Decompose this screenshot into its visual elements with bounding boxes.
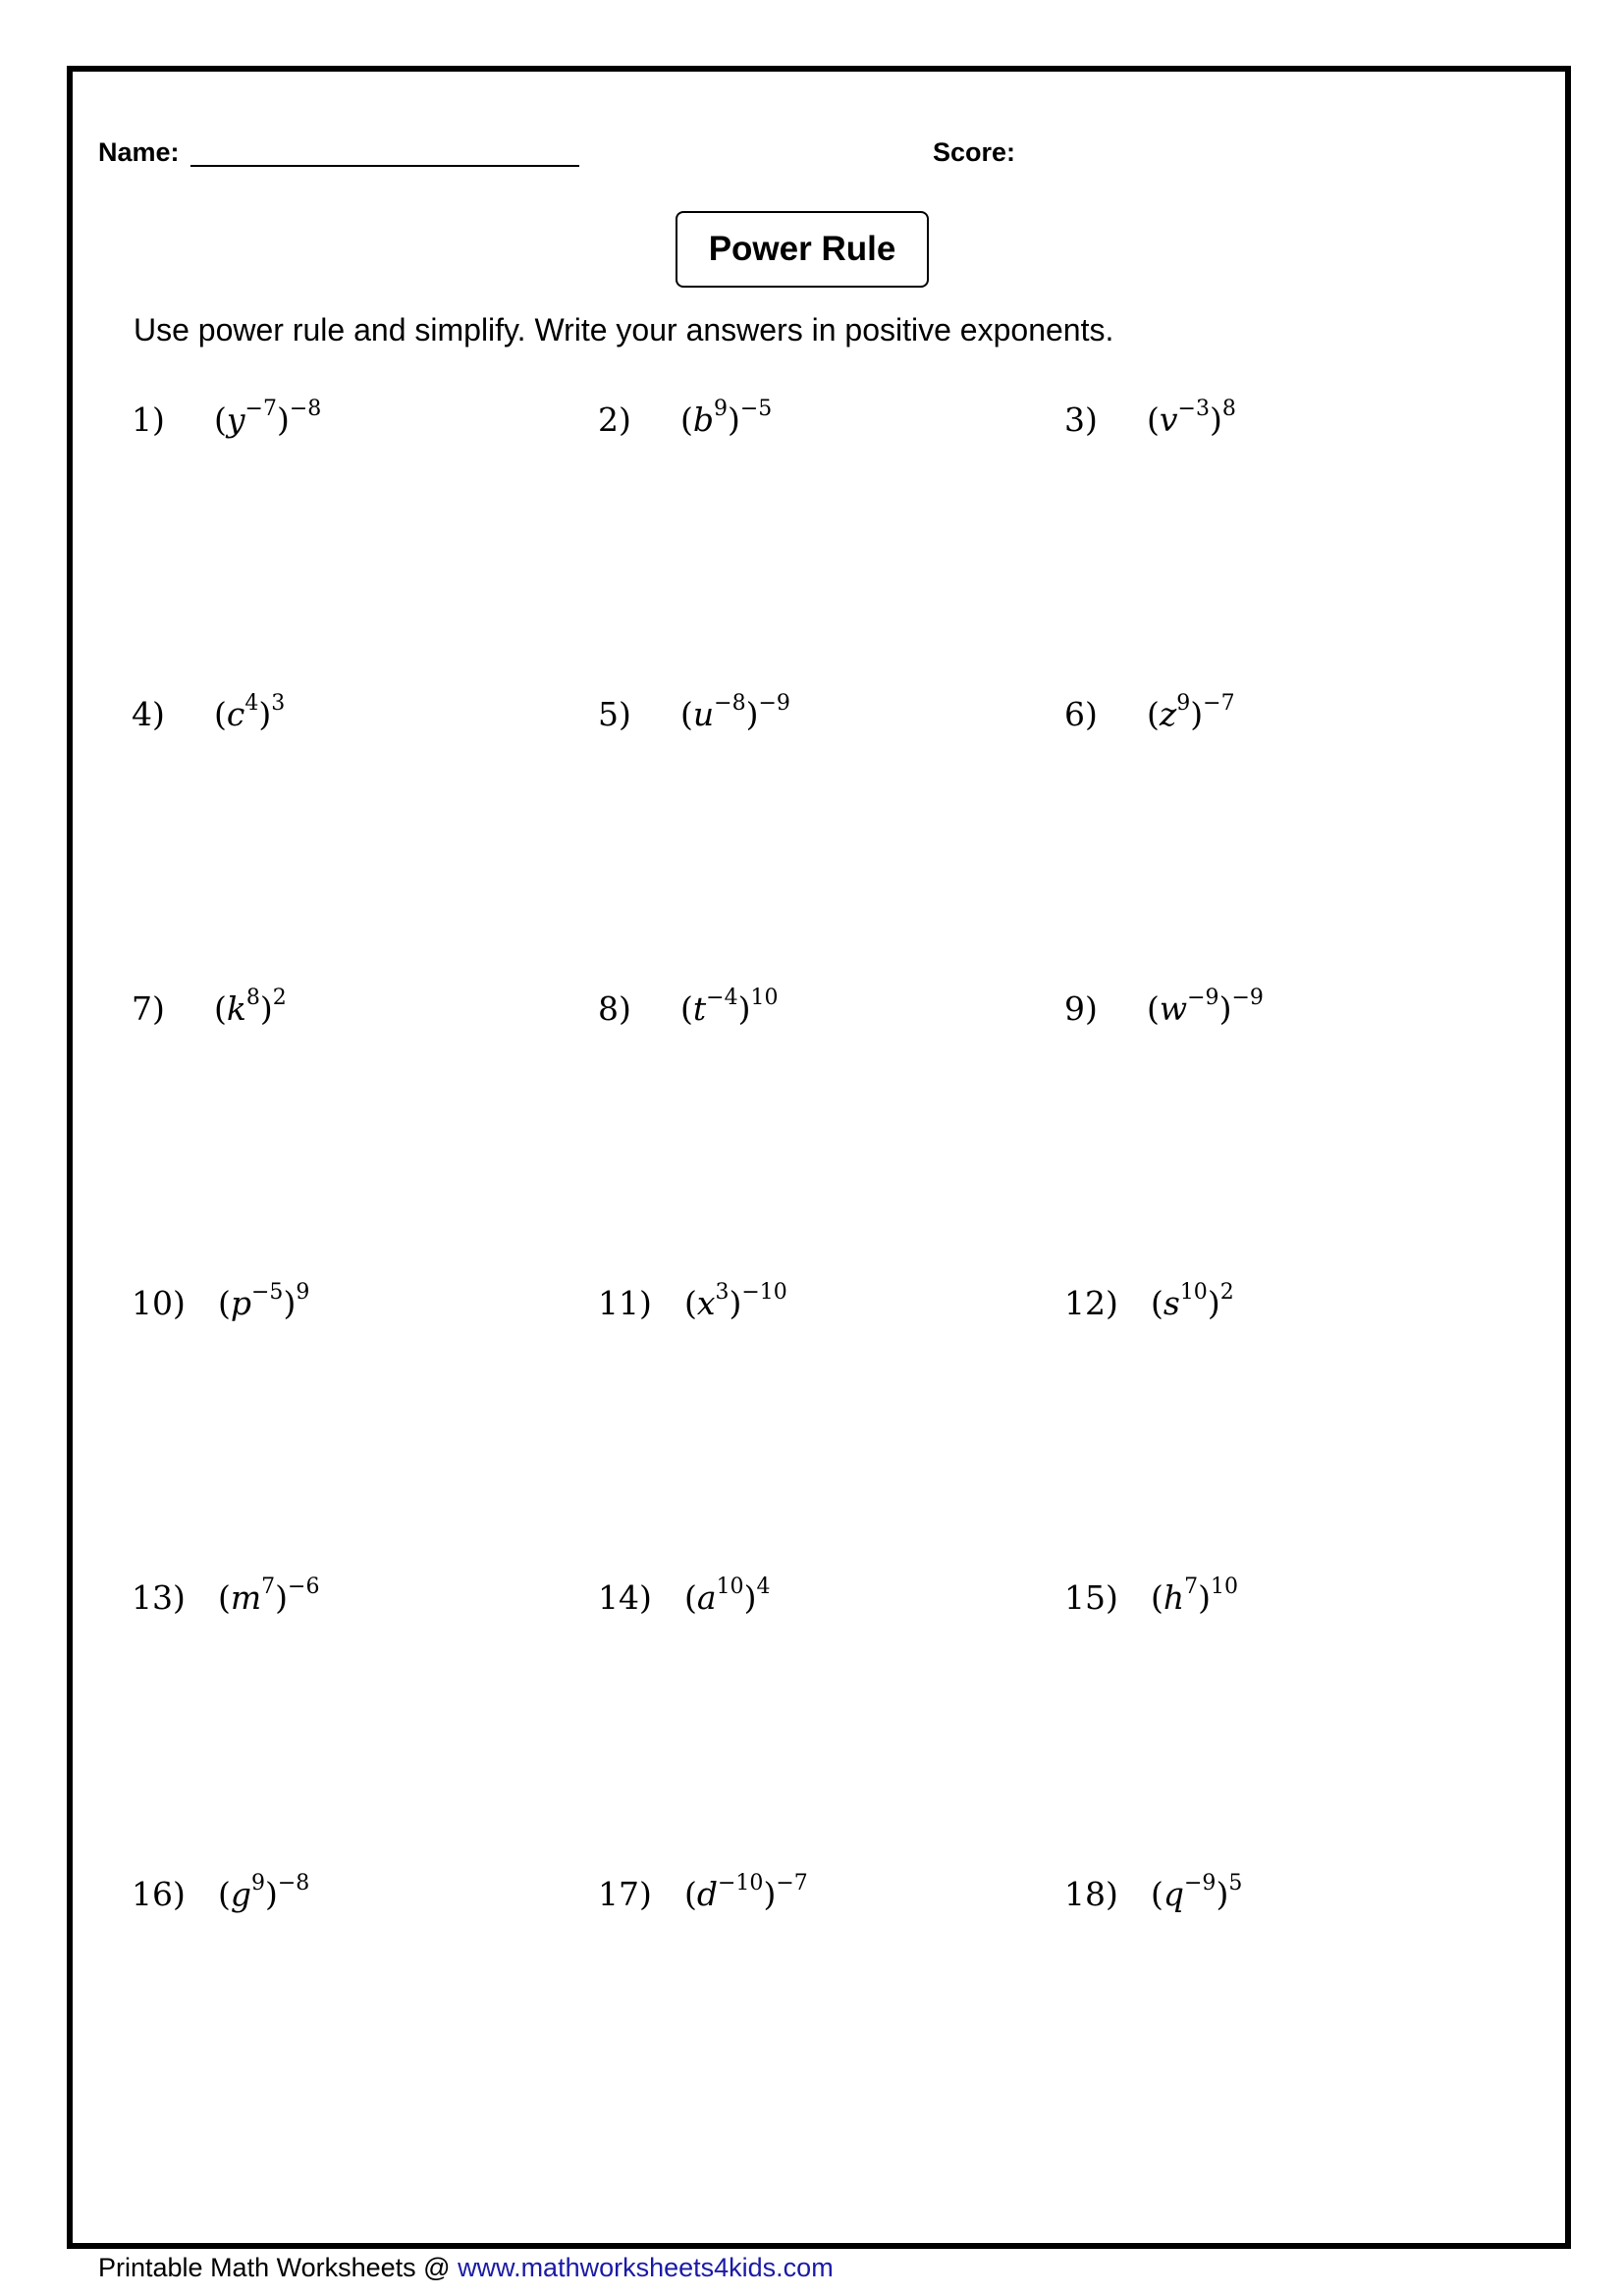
problem-base: a <box>696 1578 717 1617</box>
footer-prefix: Printable Math Worksheets @ <box>98 2253 459 2282</box>
score-label: Score: <box>933 137 1016 167</box>
problem-expression: $(g^9)^{-8}$ <box>218 1871 310 1913</box>
outer-exponent: −9 <box>758 691 790 716</box>
problem-base: u <box>692 695 715 733</box>
inner-exponent: −5 <box>251 1280 284 1305</box>
outer-exponent: −8 <box>277 1871 310 1896</box>
inner-exponent: −9 <box>1187 986 1219 1010</box>
problem-number: 3) <box>1064 400 1098 439</box>
problem-base: z <box>1159 695 1177 733</box>
problem-number: 15) <box>1064 1578 1118 1617</box>
name-line <box>190 165 579 167</box>
inner-exponent: 10 <box>1179 1280 1208 1305</box>
problem-number: 2) <box>598 400 631 439</box>
problem <box>1064 1871 1243 1913</box>
inner-exponent: 10 <box>716 1575 744 1599</box>
problem-expression: $(m^7)^{-6}$ <box>218 1575 320 1617</box>
inner-exponent: 3 <box>715 1280 730 1305</box>
outer-exponent: 3 <box>271 691 286 716</box>
inner-exponent: −4 <box>706 986 738 1010</box>
problem-expression: $(u^{-8})^{-9}$ <box>680 691 790 733</box>
problem-base: x <box>696 1284 716 1322</box>
name-label: Name: <box>98 137 180 167</box>
problem-base: b <box>692 400 714 439</box>
inner-exponent: −8 <box>714 691 746 716</box>
problem-expression: $(t^{-4})^{10}$ <box>680 986 779 1028</box>
title-box <box>676 211 929 288</box>
worksheet-border <box>67 66 1571 2249</box>
problem-base: g <box>230 1875 251 1913</box>
problem-base: t <box>692 989 707 1028</box>
problem-number: 18) <box>1064 1875 1118 1913</box>
problem-expression: $(y^{-7})^{-8}$ <box>214 397 322 439</box>
problem-base: w <box>1159 989 1188 1028</box>
problem <box>1064 1575 1239 1617</box>
outer-exponent: −7 <box>776 1871 808 1896</box>
problem-expression: $(d^{-10})^{-7}$ <box>684 1871 808 1913</box>
problem <box>598 1280 787 1322</box>
footer-link[interactable]: www.mathworksheets4kids.com <box>458 2253 834 2282</box>
problem-base: q <box>1163 1875 1184 1913</box>
problem-number: 6) <box>1064 695 1098 733</box>
problem <box>598 691 790 733</box>
worksheet-title: Power Rule <box>708 230 896 268</box>
outer-exponent: −8 <box>289 397 322 421</box>
problem <box>598 1871 808 1913</box>
inner-exponent: 9 <box>714 397 728 421</box>
problem-base: k <box>226 989 246 1028</box>
problem <box>1064 691 1235 733</box>
inner-exponent: 7 <box>1184 1575 1199 1599</box>
outer-exponent: −10 <box>741 1280 787 1305</box>
problem-expression: $(v^{-3})^8$ <box>1147 397 1236 439</box>
problem-number: 9) <box>1064 989 1098 1028</box>
problem-base: y <box>226 400 245 439</box>
problem-number: 12) <box>1064 1284 1118 1322</box>
inner-exponent: 8 <box>245 986 260 1010</box>
outer-exponent: −9 <box>1231 986 1264 1010</box>
problem-base: c <box>226 695 245 733</box>
problem-expression: $(z^9)^{-7}$ <box>1147 691 1235 733</box>
inner-exponent: −7 <box>244 397 277 421</box>
problem <box>598 1575 771 1617</box>
outer-exponent: −6 <box>288 1575 320 1599</box>
problem <box>598 397 773 439</box>
outer-exponent: 2 <box>1219 1280 1234 1305</box>
problem-expression: $(k^8)^2$ <box>214 986 287 1028</box>
problem-number: 10) <box>132 1284 186 1322</box>
problem-expression: $(x^3)^{-10}$ <box>684 1280 787 1322</box>
problem-base: s <box>1163 1284 1180 1322</box>
instructions: Use power rule and simplify. Write your answers in positive exponents. <box>134 312 1114 347</box>
footer <box>98 2253 834 2283</box>
problem-number: 17) <box>598 1875 652 1913</box>
problem <box>598 986 779 1028</box>
problem-expression: $(b^9)^{-5}$ <box>680 397 773 439</box>
problem-expression: $(s^{10})^2$ <box>1151 1280 1234 1322</box>
outer-exponent: 4 <box>756 1575 771 1599</box>
outer-exponent: −5 <box>739 397 773 421</box>
problem <box>132 397 322 439</box>
problem <box>1064 1280 1234 1322</box>
problem <box>1064 397 1236 439</box>
inner-exponent: 7 <box>261 1575 276 1599</box>
problem <box>132 691 286 733</box>
problem-base: m <box>230 1578 262 1617</box>
problem-number: 14) <box>598 1578 652 1617</box>
problem <box>1064 986 1264 1028</box>
problem <box>132 986 287 1028</box>
outer-exponent: 2 <box>272 986 287 1010</box>
problem-number: 8) <box>598 989 631 1028</box>
outer-exponent: 10 <box>1211 1575 1239 1599</box>
problem-base: v <box>1159 400 1178 439</box>
problem-expression: $(c^4)^3$ <box>214 691 286 733</box>
problem <box>132 1575 320 1617</box>
problem <box>132 1871 310 1913</box>
problem-expression: $(q^{-9})^5$ <box>1151 1871 1243 1913</box>
problem-expression: $(h^7)^{10}$ <box>1151 1575 1239 1617</box>
problem-number: 1) <box>132 400 165 439</box>
outer-exponent: 8 <box>1221 397 1236 421</box>
outer-exponent: −7 <box>1203 691 1235 716</box>
problem-number: 13) <box>132 1578 186 1617</box>
problem <box>132 1280 310 1322</box>
problem-expression: $(w^{-9})^{-9}$ <box>1147 986 1264 1028</box>
problem-number: 5) <box>598 695 631 733</box>
problem-base: h <box>1163 1578 1185 1617</box>
inner-exponent: 9 <box>1176 691 1191 716</box>
inner-exponent: 9 <box>251 1871 265 1896</box>
outer-exponent: 9 <box>296 1280 310 1305</box>
outer-exponent: 10 <box>750 986 779 1010</box>
problem-expression: $(p^{-5})^9$ <box>218 1280 310 1322</box>
inner-exponent: 4 <box>244 691 259 716</box>
problem-number: 7) <box>132 989 165 1028</box>
inner-exponent: −10 <box>718 1871 764 1896</box>
problem-number: 11) <box>598 1284 652 1322</box>
inner-exponent: −3 <box>1177 397 1210 421</box>
problem-base: d <box>696 1875 718 1913</box>
problem-expression: $(a^{10})^4$ <box>684 1575 771 1617</box>
problem-number: 4) <box>132 695 165 733</box>
problem-number: 16) <box>132 1875 186 1913</box>
outer-exponent: 5 <box>1228 1871 1243 1896</box>
inner-exponent: −9 <box>1184 1871 1217 1896</box>
problem-base: p <box>230 1284 251 1322</box>
